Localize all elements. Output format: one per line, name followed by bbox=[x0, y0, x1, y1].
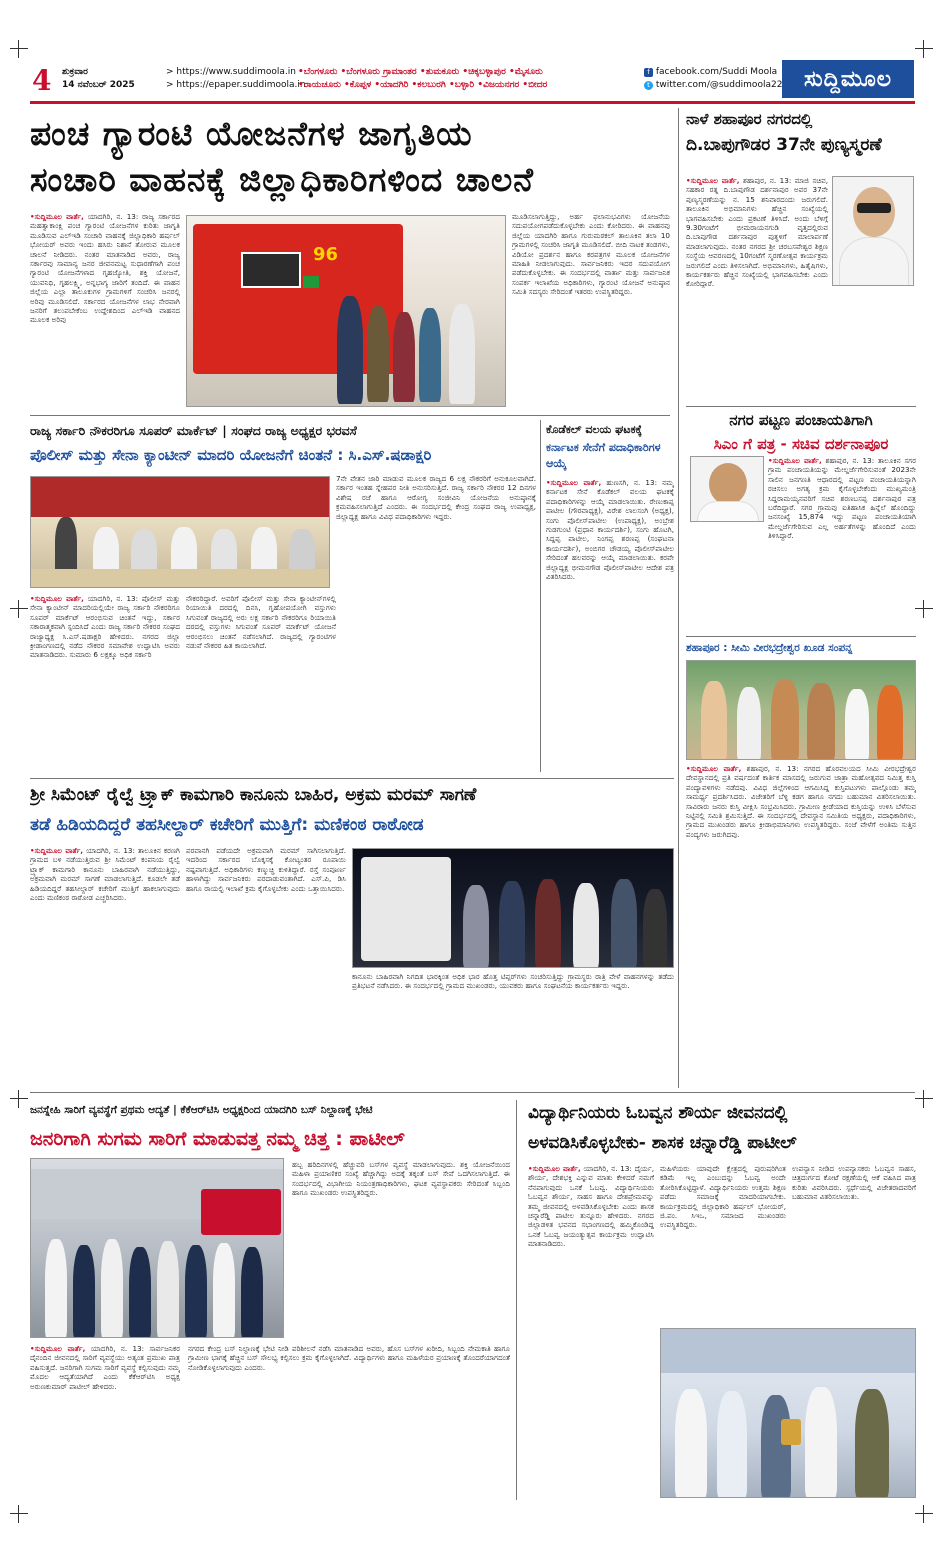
portrait-glasses bbox=[857, 203, 891, 213]
stage-table bbox=[31, 569, 330, 588]
crop-mark bbox=[10, 1090, 28, 1108]
facebook-icon: f bbox=[644, 68, 653, 77]
header-rule bbox=[30, 101, 915, 104]
person-figure bbox=[499, 881, 525, 968]
person-figure bbox=[337, 296, 363, 404]
story5-headline-1: ವಿದ್ಯಾರ್ಥಿನಿಯರು ಓಬವ್ವನ ಶೌರ್ಯ ಜೀವನದಲ್ಲಿ bbox=[528, 1103, 788, 1123]
person-figure bbox=[393, 312, 415, 402]
story4-text-1: ಯಾದಗಿರಿ, ನ. 13: ಸಾರ್ವಜನಿಕರ ದೈನಂದಿನ ಜೀವನದಲ್ಲಿ ಸಾರಿಗೆ ವ್ಯವಸ್ಥೆಯು ಅತ್ಯಂತ ಪ್ರಮುಖ ಪಾತ್ರ ವಹಿಸುತ್ತದೆ. ಜನರಿಗಾಗಿ ಸುಗಮ ಸಾರಿಗೆ ವ್ಯವಸ್ಥೆ ಕಲ್ಪಿಸುವುದು ನಮ್ಮ ಮೊದಲ ಆದ್ಯತೆಯಾಗಿದೆ ಎಂದು ಕೆಕೆಆರ್‌ಟಿಸಿ ಅಧ್ಯಕ್ಷ ಅರುಣಕುಮಾರ್ ಪಾಟೀಲ್ ಹೇಳಿದರು. bbox=[30, 1344, 180, 1391]
section-divider bbox=[686, 636, 916, 637]
person-figure bbox=[761, 1395, 791, 1498]
sidebar1-body-a bbox=[686, 176, 828, 288]
story5-byline: •ಸುದ್ದಿಮೂಲ ವಾರ್ತೆ, bbox=[528, 1164, 581, 1173]
section-divider bbox=[30, 1092, 915, 1093]
story1-text-1: ಯಾದಗಿರಿ, ನ. 13: ರಾಜ್ಯ ಸರ್ಕಾರದ ಮಹತ್ವಾಕಾಂಕ್ಷಿ ಪಂಚ ಗ್ಯಾರಂಟಿ ಯೋಜನೆಗಳ ಕುರಿತು ಜಾಗೃತಿ ಮೂಡಿಸುವ ಎಲ್‌ಇಡಿ ಸಂಚಾರಿ ವಾಹನಕ್ಕೆ ಜಿಲ್ಲಾಧಿಕಾರಿ ಹರ್ಷಲ್ ಭೋಯರ್ ಅವರು ಇಂದು ಹಸಿರು ನಿಶಾನೆ ತೋರುವ ಮೂಲಕ ಚಾಲನೆ ನೀಡಿದರು. ನಂತರ ಮಾತನಾಡಿದ ಅವರು, ರಾಜ್ಯ ಸರ್ಕಾರವು ಸಾಮಾನ್ಯ ಜನರ ಜೀವನಮಟ್ಟ ಸುಧಾರಣೆಗಾಗಿ ಪಂಚ ಗ್ಯಾರಂಟಿ ಯೋಜನೆಗಳಾದ ಗೃಹಜ್ಯೋತಿ, ಶಕ್ತಿ ಯೋಜನೆ, ಯುವನಿಧಿ, ಗೃಹಲಕ್ಷ್ಮಿ, ಅನ್ನಭಾಗ್ಯ ಜಾರಿಗೆ ತಂದಿದೆ. ಈ ವಾಹನ ಜಿಲ್ಲೆಯ ಎಲ್ಲಾ ತಾಲೂಕುಗಳ ಗ್ರಾಮಗಳಿಗೆ ಸಂಚರಿಸಿ ಜನರಲ್ಲಿ ಅರಿವು ಮೂಡಿಸಲಿದೆ. ಸರ್ಕಾರದ ಯೋಜನೆಗಳ ಲಾಭ ನೇರವಾಗಿ ಜನರಿಗೆ ತಲುಪಬೇಕೆಂಬ ಉದ್ದೇಶದಿಂದ ಎಲ್‌ಇಡಿ ವಾಹನದ ಮೂಲಕ ಅರಿವು bbox=[30, 212, 180, 325]
story2-headline: ಪೊಲೀಸ್ ಮತ್ತು ಸೇನಾ ಕ್ಯಾಂಟೀನ್ ಮಾದರಿ ಯೋಜನೆಗೆ ಚಿಂತನೆ : ಸಿ.ಎಸ್.ಷಡಾಕ್ಷರಿ bbox=[30, 446, 432, 464]
van-graphic: 96 bbox=[313, 244, 339, 265]
person-figure bbox=[855, 1389, 889, 1498]
person-figure bbox=[463, 885, 489, 968]
story5-headline-2: ಅಳವಡಿಸಿಕೊಳ್ಳಬೇಕು- ಶಾಸಕ ಚನ್ನಾರೆಡ್ಡಿ ಪಾಟೀಲ್ bbox=[528, 1133, 797, 1153]
story4-photo bbox=[30, 1158, 284, 1338]
portrait-shirt bbox=[839, 237, 909, 286]
column-divider bbox=[540, 420, 541, 772]
story5-col-1 bbox=[528, 1164, 654, 1500]
sidebar4-headline: ಶಹಾಪೂರ : ಸೀಮಿ ವೀರಭದ್ರೇಶ್ವರ ಖೂಡ ಸಂಪನ್ನ bbox=[686, 642, 853, 654]
issue-date: 14 ನವೆಂಬರ್ 2025 bbox=[62, 80, 135, 90]
bapugouda-portrait bbox=[832, 176, 914, 286]
story2-col-1 bbox=[30, 594, 180, 770]
section-divider bbox=[686, 406, 916, 407]
sidebar4-text: ಶಹಾಪುರ, ನ. 13: ನಗರದ ಹೊರವಲಯದ ಸೀಮಿ ವೀರಭದ್ರೇಶ್ವರ ದೇವಸ್ಥಾನದಲ್ಲಿ ಪ್ರತಿ ವರ್ಷದಂತೆ ಕಾರ್ತಿಕ ಮಾಸದಲ್ಲಿ ಜರುಗುವ ಜಾತ್ರಾ ಮಹೋತ್ಸವದ ನಿಮಿತ್ತ ಕುಸ್ತಿ ಪಂದ್ಯಾವಳಿಗಳು ನಡೆದವು. ವಿವಿಧ ಜಿಲ್ಲೆಗಳಿಂದ ಆಗಮಿಸಿದ್ದ ಕುಸ್ತಿಪಟುಗಳು ಪಾಲ್ಗೊಂಡು ತಮ್ಮ ಸಾಮರ್ಥ್ಯ ಪ್ರದರ್ಶಿಸಿದರು. ವಿಜೇತರಿಗೆ ಬೆಳ್ಳಿ ಕಡಗ ಹಾಗೂ ನಗದು ಬಹುಮಾನ ವಿತರಿಸಲಾಯಿತು. ಸಾವಿರಾರು ಜನರು ಕುಸ್ತಿ ವೀಕ್ಷಿಸಿ ಸಂಭ್ರಮಿಸಿದರು. ಗ್ರಾಮೀಣ ಕ್ರೀಡೆಯಾದ ಕುಸ್ತಿಯನ್ನು ಉಳಿಸಿ ಬೆಳೆಸುವ ನಿಟ್ಟಿನಲ್ಲಿ ಸಮಿತಿ ಶ್ರಮಿಸುತ್ತಿದೆ. ಈ ಸಂದರ್ಭದಲ್ಲಿ ದೇವಸ್ಥಾನ ಸಮಿತಿಯ ಅಧ್ಯಕ್ಷರು, ಪದಾಧಿಕಾರಿಗಳು, ಗ್ರಾಮದ ಮುಖಂಡರು ಹಾಗೂ ಕ್ರೀಡಾಭಿಮಾನಿಗಳು ಉಪಸ್ಥಿತರಿದ್ದರು. ಸಂಜೆ ವೇಳೆಗೆ ಅಂತಿಮ ಸುತ್ತಿನ ಪಂದ್ಯಗಳು ಜರುಗಿದವು. bbox=[686, 764, 916, 839]
van-screen bbox=[241, 252, 301, 288]
person-figure bbox=[45, 1239, 67, 1338]
portrait-face bbox=[709, 463, 747, 505]
story4-col-2: ನಗರದ ಕೇಂದ್ರ ಬಸ್ ನಿಲ್ದಾಣಕ್ಕೆ ಭೇಟಿ ನೀಡಿ ಪರಿಶೀಲನೆ ನಡೆಸಿ ಮಾತನಾಡಿದ ಅವರು, ಹೊಸ ಬಸ್‌ಗಳ ಖರೀದಿ, ಸಿಬ್ಬಂದಿ ನೇಮಕಾತಿ ಹಾಗೂ ಗ್ರಾಮೀಣ ಭಾಗಕ್ಕೆ ಹೆಚ್ಚಿನ ಬಸ್ ಸೌಲಭ್ಯ ಕಲ್ಪಿಸಲು ಕ್ರಮ ಕೈಗೊಳ್ಳಲಾಗಿದೆ. ವಿದ್ಯಾರ್ಥಿಗಳು ಹಾಗೂ ಮಹಿಳೆಯರ ಪ್ರಯಾಣಕ್ಕೆ ತೊಂದರೆಯಾಗದಂತೆ ನೋಡಿಕೊಳ್ಳಲಾಗುವುದು ಎಂದರು. bbox=[188, 1344, 510, 1372]
person-figure bbox=[675, 1389, 707, 1498]
green-flag bbox=[303, 276, 319, 288]
person-figure bbox=[185, 1245, 207, 1338]
person-figure bbox=[845, 689, 869, 760]
facebook-link[interactable] bbox=[644, 66, 777, 78]
wrestling-photo bbox=[686, 660, 916, 760]
facebook-text: facebook.com/Suddi Moola bbox=[655, 67, 778, 77]
story2-photo bbox=[30, 476, 330, 588]
sidebar1-headline-2: ದಿ.ಬಾಪುಗೌಡರ 37ನೇ ಪುಣ್ಯಸ್ಮರಣೆ bbox=[686, 135, 882, 155]
sidebar4-body bbox=[686, 764, 916, 1086]
bus-vehicle bbox=[201, 1189, 281, 1235]
website-link[interactable]: > https://www.suddimoola.in bbox=[166, 67, 296, 77]
person-figure bbox=[73, 1245, 95, 1338]
story4-col-1 bbox=[30, 1344, 180, 1500]
person-figure bbox=[701, 681, 727, 760]
hall-backdrop bbox=[661, 1329, 916, 1373]
story3-col-3: ಕಾನೂನು ಬಾಹಿರವಾಗಿ ನಿಗದಿತ ಭಾರಕ್ಕಿಂತ ಅಧಿಕ ಭಾರ ಹೊತ್ತ ಟಿಪ್ಪರ್‌ಗಳು ಸಂಚರಿಸುತ್ತಿದ್ದು ಗ್ರಾಮಸ್ಥರು ರಾತ್ರಿ ವೇಳೆ ವಾಹನಗಳನ್ನು ತಡೆದು ಪ್ರತಿಭಟನೆ ನಡೆಸಿದರು. ಈ ಸಂದರ್ಭದಲ್ಲಿ ಗ್ರಾಮದ ಮುಖಂಡರು, ಯುವಕರು ಹಾಗೂ ಸಂಘಟನೆಯ ಕಾರ್ಯಕರ್ತರು ಇದ್ದರು. bbox=[352, 972, 674, 991]
crop-mark bbox=[915, 1505, 933, 1523]
person-figure bbox=[611, 879, 637, 968]
crop-mark bbox=[915, 1090, 933, 1108]
story3-headline-2: ತಡೆ ಹಿಡಿಯದಿದ್ದರೆ ತಹಸೀಲ್ದಾರ್ ಕಚೇರಿಗೆ ಮುತ್ತಿಗೆ: ಮಣಿಕಂಠ ರಾಠೋಡ bbox=[30, 815, 424, 835]
story1-photo bbox=[186, 215, 506, 407]
portrait-shirt bbox=[697, 501, 759, 522]
person-figure bbox=[737, 687, 761, 760]
sidebar1-text: ಶಹಾಪುರ, ನ. 13: ಮಾಜಿ ಸಚಿವ, ಸಹಕಾರ ರತ್ನ ದಿ.ಬಾಪುಗೌಡ ದರ್ಶನಾಪುರ ಅವರ 37ನೇ ಪುಣ್ಯಸ್ಮರಣೆಯನ್ನು ನ. 15 ಶನಿವಾರದಂದು ಜರುಗಲಿದೆ. ತಾಲೂಕಿನ ಅಭಿಮಾನಿಗಳು ಹೆಚ್ಚಿನ ಸಂಖ್ಯೆಯಲ್ಲಿ ಭಾಗವಹಿಸಬೇಕು ಎಂದು ಪ್ರಕಟಣೆ ತಿಳಿಸಿದೆ. ಅಂದು ಬೆಳಿಗ್ಗೆ 9.30ಗಂಟೆಗೆ ಭೀಮರಾಯನಗುಡಿ ವೃತ್ತದಲ್ಲಿರುವ ದಿ.ಬಾಪುಗೌಡ ದರ್ಶನಾಪುರ ಪುತ್ಥಳಿಗೆ ಮಾಲಾರ್ಪಣೆ ಮಾಡಲಾಗುವುದು. ನಂತರ ನಗರದ ಶ್ರೀ ಚರಬಸವೇಶ್ವರ ಶಿಕ್ಷಣ ಸಂಸ್ಥೆಯ ಆವರಣದಲ್ಲಿ 10ಗಂಟೆಗೆ ಸ್ಮರಣೋತ್ಸವ ಕಾರ್ಯಕ್ರಮ ಜರುಗಲಿದೆ ಎಂದು ತಿಳಿಸಲಾಗಿದೆ. ಅಭಿಮಾನಿಗಳು, ಹಿತೈಷಿಗಳು, ಕಾರ್ಯಕರ್ತರು ಹೆಚ್ಚಿನ ಸಂಖ್ಯೆಯಲ್ಲಿ ಭಾಗವಹಿಸಬೇಕು ಎಂದು ಕೋರಿದ್ದಾರೆ. bbox=[686, 176, 828, 288]
person-figure bbox=[643, 889, 667, 968]
story4-headline: ಜನರಿಗಾಗಿ ಸುಗಮ ಸಾರಿಗೆ ಮಾಡುವತ್ತ ನಮ್ಮ ಚಿತ್ತ : ಪಾಟೀಲ್ bbox=[30, 1128, 405, 1150]
person-figure bbox=[771, 679, 799, 760]
person-figure bbox=[213, 1243, 235, 1338]
person-figure bbox=[573, 883, 599, 968]
issue-day: ಶುಕ್ರವಾರ bbox=[62, 67, 88, 77]
page-number: 4 bbox=[32, 64, 52, 97]
sidebar1-headline-1: ನಾಳೆ ಶಹಾಪೂರ ನಗರದಲ್ಲಿ bbox=[686, 110, 813, 128]
sidebar4-byline: •ಸುದ್ದಿಮೂಲ ವಾರ್ತೆ, bbox=[686, 764, 742, 773]
sidebar2-text: ಹುಣಸಗಿ, ನ. 13: ನಮ್ಮ ಕರ್ನಾಟಕ ಸೇನೆ ಕೊಡೆಕಲ್ ವಲಯ ಘಟಕಕ್ಕೆ ಪದಾಧಿಕಾರಿಗಳನ್ನು ಆಯ್ಕೆ ಮಾಡಲಾಯಿತು. ರೇಣುಕಾಪ್ಪ ಪಾಟೀಲ (ಗೌರವಾಧ್ಯಕ್ಷ), ವಿರೇಶ ಲಾಲಸಂಗಿ (ಅಧ್ಯಕ್ಷ), ಸಂಗು ಪೊಲೀಸ್‌ಪಾಟೀಲ (ಉಪಾಧ್ಯಕ್ಷ), ಅಂಬ್ರೇಶ ಗುಡಗುಂಟಿ (ಪ್ರಧಾನ ಕಾರ್ಯದರ್ಶಿ), ಸಂಗು ಹೊಟಗಿ, ಸಿದ್ದಪ್ಪ ಪಾಟೀಲ, ನಿಂಗಪ್ಪ ಶರಣಪ್ಪ (ಸಂಘಟನಾ ಕಾರ್ಯದರ್ಶಿ), ಅಂಬಿಗರ ಚೌಡಯ್ಯ ಪೊಲೀಸ್‌ಪಾಟೀಲ ಸೇರಿದಂತೆ ಹಲವರನ್ನು ಆಯ್ಕೆ ಮಾಡಲಾಯಿತು. ಕರವೇ ಜಿಲ್ಲಾಧ್ಯಕ್ಷ ಭೀಮನಗೌಡ ಪೊಲೀಸ್‌ಪಾಟೀಲ ಆದೇಶ ಪತ್ರ ವಿತರಿಸಿದರು. bbox=[546, 478, 674, 582]
sidebar2-byline: •ಸುದ್ದಿಮೂಲ ವಾರ್ತೆ, bbox=[546, 478, 602, 487]
story5-text-1: ಯಾದಗಿರಿ, ನ. 13: ದೈರ್ಯ, ಶೌರ್ಯ, ದೇಶಭಕ್ತಿ ಎನ್ನುವ ಮಾತು ಕೇಳಿದರೆ ನಮಗೆ ನೆನಪಾಗುವುದು ಒನಕೆ ಓಬವ್ವ. ವಿದ್ಯಾರ್ಥಿನಿಯರು ಓಬವ್ವನ ಶೌರ್ಯ, ಸಾಹಸ ಹಾಗೂ ದೇಶಪ್ರೇಮವನ್ನು ತಮ್ಮ ಜೀವನದಲ್ಲಿ ಅಳವಡಿಸಿಕೊಳ್ಳಬೇಕು ಎಂದು ಶಾಸಕ ಚನ್ನಾರೆಡ್ಡಿ ಪಾಟೀಲ ತುನ್ನೂರು ಹೇಳಿದರು. ನಗರದ ಜಿಲ್ಲಾಡಳಿತ ಭವನದ ಸಭಾಂಗಣದಲ್ಲಿ ಹಮ್ಮಿಕೊಂಡಿದ್ದ ಒನಕೆ ಓಬವ್ವ ಜಯಂತ್ಯುತ್ಸವ ಕಾರ್ಯಕ್ರಮ ಉದ್ಘಾಟಿಸಿ ಮಾತನಾಡಿದರು. bbox=[528, 1164, 654, 1249]
epaper-link[interactable]: > https://epaper.suddimoola.in bbox=[166, 80, 306, 90]
person-figure bbox=[805, 1387, 837, 1498]
crop-mark bbox=[915, 40, 933, 58]
story2-col-3: 7ನೇ ವೇತನ ಜಾರಿ ಮಾಡುವ ಮೂಲಕ ರಾಜ್ಯದ 6 ಲಕ್ಷ ನೌಕರರಿಗೆ ಅನುಕೂಲವಾಗಿದೆ. ಸರ್ಕಾರ ಇಂತಹ ಸ್ನೇಹಪರ ನೀತಿ ಅನುಸರಿಸುತ್ತಿದೆ. ರಾಜ್ಯ ಸರ್ಕಾರಿ ನೌಕರರ 12 ದಿನಗಳ ವಿಶೇಷ ರಜೆ ಹಾಗೂ ಆರೋಗ್ಯ ಸಂಜೀವಿನಿ ಯೋಜನೆಯ ಅನುಷ್ಠಾನಕ್ಕೆ ಕ್ರಮವಹಿಸಲಾಗುತ್ತಿದೆ ಎಂದರು. ಈ ಸಂದರ್ಭದಲ್ಲಿ ಕೇಂದ್ರ ಸಂಘದ ರಾಜ್ಯ ಉಪಾಧ್ಯಕ್ಷ, ಜಿಲ್ಲಾಧ್ಯಕ್ಷ ಹಾಗೂ ವಿವಿಧ ಪದಾಧಿಕಾರಿಗಳು ಇದ್ದರು. bbox=[336, 474, 536, 521]
person-figure bbox=[449, 304, 475, 404]
story2-text-1: ಯಾದಗಿರಿ, ನ. 13: ಪೊಲೀಸ್ ಮತ್ತು ಸೇನಾ ಕ್ಯಾಂಟೀನ್ ಮಾದರಿಯಲ್ಲಿಯೇ ರಾಜ್ಯ ಸರ್ಕಾರಿ ನೌಕರರಿಗೂ ಸೂಪರ್ ಮಾರ್ಕೆಟ್ ಆರಂಭಿಸುವ ಚಿಂತನೆ ಇದ್ದು, ಸರ್ಕಾರ ಸಕಾರಾತ್ಮಕವಾಗಿ ಸ್ಪಂದಿಸಿದೆ ಎಂದು ರಾಜ್ಯ ಸರ್ಕಾರಿ ನೌಕರರ ಸಂಘದ ರಾಜ್ಯಾಧ್ಯಕ್ಷ ಸಿ.ಎಸ್.ಷಡಾಕ್ಷರಿ ಹೇಳಿದರು. ನಗರದ ಜಿಲ್ಲಾ ಕ್ರೀಡಾಂಗಣದಲ್ಲಿ ನಡೆದ ನೌಕರರ ಸಮಾವೇಶ ಉದ್ಘಾಟಿಸಿ ಅವರು ಮಾತನಾಡಿದರು. ಸುಮಾರು 6 ಲಕ್ಷಕ್ಕೂ ಅಧಿಕ ಸರ್ಕಾರಿ bbox=[30, 594, 180, 660]
sidebar2-body bbox=[546, 478, 674, 770]
story2-col-2: ನೌಕರರಿದ್ದಾರೆ. ಅವರಿಗೆ ಪೊಲೀಸ್ ಮತ್ತು ಸೇನಾ ಕ್ಯಾಂಟೀನ್‌ಗಳಲ್ಲಿ ರಿಯಾಯಿತಿ ದರದಲ್ಲಿ ದಿನಸಿ, ಗೃಹೋಪಯೋಗಿ ವಸ್ತುಗಳು ಸಿಗುವಂತೆ ರಾಜ್ಯದಲ್ಲಿ ಅರು ಲಕ್ಷ ಸರ್ಕಾರಿ ನೌಕರರಿಗೂ ರಿಯಾಯಿತಿ ದರದಲ್ಲಿ ವಸ್ತುಗಳು ಸಿಗುವಂತೆ ಸೂಪರ್ ಮಾರ್ಕೆಟ್ ಯೋಜನೆ ಆರಂಭಿಸಲು ಚಿಂತನೆ ನಡೆಸಲಾಗಿದೆ. ರಾಜ್ಯದಲ್ಲಿ ಗ್ಯಾರಂಟಿಗಳ ನಡುವೆ ನೌಕರರ ಹಿತ ಕಾಯಲಾಗಿದೆ. bbox=[186, 594, 336, 651]
story5-col-2: ಮಹಿಳೆಯರು ಯಾವುದೇ ಕ್ಷೇತ್ರದಲ್ಲಿ ಪುರುಷರಿಗಿಂತ ಕಡಿಮೆ ಇಲ್ಲ ಎಂಬುದನ್ನು ಓಬವ್ವ ಅಂದೇ ತೋರಿಸಿಕೊಟ್ಟಿದ್ದಾಳೆ. ವಿದ್ಯಾರ್ಥಿನಿಯರು ಉತ್ತಮ ಶಿಕ್ಷಣ ಪಡೆದು ಸಮಾಜಕ್ಕೆ ಮಾದರಿಯಾಗಬೇಕು. ಕಾರ್ಯಕ್ರಮದಲ್ಲಿ ಜಿಲ್ಲಾಧಿಕಾರಿ ಹರ್ಷಲ್ ಭೋಯರ್, ಜಿ.ಪಂ. ಸಿಇಒ, ಸಮಾಜದ ಮುಖಂಡರು ಉಪಸ್ಥಿತರಿದ್ದರು. bbox=[660, 1164, 786, 1230]
story3-col-1 bbox=[30, 846, 180, 1078]
story3-col-2: ಪರವಾನಗಿ ಪಡೆಯದೇ ಅಕ್ರಮವಾಗಿ ಮರಮ್ ಸಾಗಿಸಲಾಗುತ್ತಿದೆ. ಇದರಿಂದ ಸರ್ಕಾರದ ಬೊಕ್ಕಸಕ್ಕೆ ಕೋಟ್ಯಂತರ ರೂಪಾಯಿ ನಷ್ಟವಾಗುತ್ತಿದೆ. ಅಧಿಕಾರಿಗಳು ಕಣ್ಮುಚ್ಚಿ ಕುಳಿತಿದ್ದಾರೆ. ರಸ್ತೆ ಸಂಪೂರ್ಣ ಹಾಳಾಗಿದ್ದು ಸಾರ್ವಜನಿಕರು ಪರದಾಡುವಂತಾಗಿದೆ. ಎಸ್.ಪಿ, ಡಿಸಿ ಹಾಗೂ ರಾಯಲ್ಟಿ ಇಲಾಖೆ ಕ್ರಮ ಕೈಗೊಳ್ಳಬೇಕು ಎಂದು ಒತ್ತಾಯಿಸಿದರು. bbox=[186, 846, 346, 893]
story3-text-1: ಯಾದಗಿರಿ, ನ. 13: ತಾಲೂಕಿನ ಕರಣಗಿ ಗ್ರಾಮದ ಬಳಿ ನಡೆಯುತ್ತಿರುವ ಶ್ರೀ ಸಿಮೆಂಟ್ ಕಂಪನಿಯ ರೈಲ್ವೆ ಟ್ರ್ಯಾಕ್ ಕಾಮಗಾರಿ ಕಾನೂನು ಬಾಹಿರವಾಗಿ ನಡೆಯುತ್ತಿದ್ದು, ಅಕ್ರಮವಾಗಿ ಮರಮ್ ಸಾಗಣೆ ಮಾಡಲಾಗುತ್ತಿದೆ. ಕೂಡಲೇ ತಡೆ ಹಿಡಿಯದಿದ್ದರೆ ತಹಸೀಲ್ದಾರ್ ಕಚೇರಿಗೆ ಮುತ್ತಿಗೆ ಹಾಕಲಾಗುವುದು ಎಂದು ಮಣಿಕಂಠ ರಾಠೋಡ ಎಚ್ಚರಿಸಿದರು. bbox=[30, 846, 180, 903]
crop-mark bbox=[10, 600, 28, 618]
cities-line-2: •ರಾಯಚೂರು •ಕೊಪ್ಪಳ •ಯಾದಗಿರಿ •ಕಲಬುರಗಿ •ಬಳ್ಳಾರಿ •ವಿಜಯನಗರ •ಬೀದರ bbox=[298, 80, 548, 90]
story4-kicker: ಜನಸ್ನೇಹಿ ಸಾರಿಗೆ ವ್ಯವಸ್ಥೆಗೆ ಪ್ರಥಮ ಆದ್ಯತೆ | ಕೆಕೆಆರ್‌ಟಿಸಿ ಅಧ್ಯಕ್ಷರಿಂದ ಯಾದಗಿರಿ ಬಸ್ ನಿಲ್ದಾಣಕ್ಕೆ ಭೇಟಿ bbox=[30, 1104, 373, 1116]
crop-mark bbox=[10, 1505, 28, 1523]
column-divider bbox=[678, 108, 679, 1088]
sidebar3-headline: ನಗರ ಪಟ್ಟಣ ಪಂಚಾಯತಿಗಾಗಿ bbox=[729, 411, 873, 429]
story2-kicker: ರಾಜ್ಯ ಸರ್ಕಾರಿ ನೌಕರರಿಗೂ ಸೂಪರ್ ಮಾರ್ಕೆಟ್ | ಸಂಘದ ರಾಜ್ಯ ಅಧ್ಯಕ್ಷರ ಭರವಸೆ bbox=[30, 423, 357, 438]
person-figure bbox=[807, 683, 835, 760]
cities-line-1: •ಬೆಂಗಳೂರು •ಬೆಂಗಳೂರು ಗ್ರಾಮಾಂತರ •ತುಮಕೂರು •ಚಿಕ್ಕಬಳ್ಳಾಪುರ •ಮೈಸೂರು bbox=[298, 67, 543, 77]
person-figure bbox=[877, 685, 903, 760]
section-divider bbox=[30, 415, 670, 416]
sidebar3-text: ಶಹಾಪುರ, ನ. 13: ತಾಲೂಕಿನ ಸಗರ ಗ್ರಾಮ ಪಂಚಾಯತಿಯನ್ನು ಮೇಲ್ದರ್ಜೆಗೇರಿಸುವಂತೆ 2023ನೇ ಸಾಲಿನ ಜನಗಣತಿ ಆಧಾರದಲ್ಲಿ ಪಟ್ಟಣ ಪಂಚಾಯತಿಯನ್ನಾಗಿ ರಚಿಸಲು ಅಗತ್ಯ ಕ್ರಮ ಕೈಗೊಳ್ಳಬೇಕೆಂದು ಮುಖ್ಯಮಂತ್ರಿ ಸಿದ್ದರಾಮಯ್ಯನವರಿಗೆ ಸಚಿವ ಶರಣಬಸಪ್ಪ ದರ್ಶನಾಪುರ ಪತ್ರ ಬರೆದಿದ್ದಾರೆ. ಸಗರ ಗ್ರಾಮವು ಐತಿಹಾಸಿಕ ಹಿನ್ನೆಲೆ ಹೊಂದಿದ್ದು ಜನಸಂಖ್ಯೆ 15,874 ಇದ್ದು ಪಟ್ಟಣ ಪಂಚಾಯತಿಯಾಗಿ ಮೇಲ್ದರ್ಜೆಗೇರಿಸುವ ಎಲ್ಲ ಅರ್ಹತೆಗಳನ್ನು ಹೊಂದಿದೆ ಎಂದು ತಿಳಿಸಿದ್ದಾರೆ. bbox=[768, 456, 916, 541]
masthead-logo: ಸುದ್ದಿಮೂಲ bbox=[782, 60, 914, 98]
story3-photo bbox=[352, 848, 674, 968]
story3-byline: •ಸುದ್ದಿಮೂಲ ವಾರ್ತೆ, bbox=[30, 846, 84, 855]
person-figure bbox=[419, 308, 441, 402]
twitter-link[interactable] bbox=[644, 79, 782, 91]
section-divider bbox=[30, 778, 674, 779]
twitter-text: twitter.com/@suddimoola22 bbox=[655, 80, 783, 90]
sidebar1-byline: •ಸುದ್ದಿಮೂಲ ವಾರ್ತೆ, bbox=[686, 176, 740, 185]
person-figure bbox=[129, 1247, 151, 1338]
story1-col-1 bbox=[30, 212, 180, 408]
person-figure bbox=[241, 1247, 263, 1338]
person-figure bbox=[535, 879, 561, 968]
story4-byline: •ಸುದ್ದಿಮೂಲ ವಾರ್ತೆ, bbox=[30, 1344, 86, 1353]
truck-cabin bbox=[361, 857, 451, 961]
story2-byline: •ಸುದ್ದಿಮೂಲ ವಾರ್ತೆ, bbox=[30, 594, 84, 603]
story3-headline-1: ಶ್ರೀ ಸಿಮೆಂಟ್ ರೈಲ್ವೆ ಟ್ರ್ಯಾಕ್ ಕಾಮಗಾರಿ ಕಾನೂನು ಬಾಹಿರ, ಅಕ್ರಮ ಮರಮ್ ಸಾಗಣೆ bbox=[30, 785, 477, 805]
person-figure bbox=[717, 1391, 747, 1498]
story1-headline-2: ಸಂಚಾರಿ ವಾಹನಕ್ಕೆ ಜಿಲ್ಲಾಧಿಕಾರಿಗಳಿಂದ ಚಾಲನೆ bbox=[30, 160, 534, 199]
darshanapur-portrait bbox=[690, 456, 764, 522]
sidebar2-headline: ಕರ್ನಾಟಕ ಸೇನೆಗೆ ಪದಾಧಿಕಾರಿಗಳ ಆಯ್ಕೆ bbox=[546, 441, 661, 470]
person-figure bbox=[367, 306, 389, 402]
sidebar2-kicker: ಕೊಡೆಕಲ್ ವಲಯ ಘಟಕಕ್ಕೆ bbox=[546, 423, 642, 436]
story1-byline: •ಸುದ್ದಿಮೂಲ ವಾರ್ತೆ, bbox=[30, 212, 84, 221]
person-figure bbox=[101, 1239, 123, 1338]
crop-mark bbox=[915, 600, 933, 618]
story1-col-2: ಮೂಡಿಸಲಾಗುತ್ತಿದ್ದು, ಅರ್ಹ ಫಲಾನುಭವಿಗಳು ಯೋಜನೆಯ ಸದುಪಯೋಗಪಡೆದುಕೊಳ್ಳಬೇಕು ಎಂದು ಕೋರಿದರು. ಈ ವಾಹನವು ಜಿಲ್ಲೆಯ ಯಾದಗಿರಿ ಹಾಗೂ ಗುರುಮಠಕಲ್ ತಾಲೂಕಿನ ತಲಾ 10 ಗ್ರಾಮಗಳಲ್ಲಿ ಸಂಚರಿಸಿ ಜಾಗೃತಿ ಮೂಡಿಸಲಿದೆ. ಬೀದಿ ನಾಟಕ ತಂಡಗಳು, ವಿಡಿಯೋ ಪ್ರದರ್ಶನ ಹಾಗೂ ಕರಪತ್ರಗಳ ಮೂಲಕ ಯೋಜನೆಗಳ ಮಾಹಿತಿ ನೀಡಲಾಗುವುದು. ಸಾರ್ವಜನಿಕರು ಇದರ ಸದುಪಯೋಗ ಪಡೆದುಕೊಳ್ಳಬೇಕು. ಈ ಸಂದರ್ಭದಲ್ಲಿ ವಾರ್ತಾ ಮತ್ತು ಸಾರ್ವಜನಿಕ ಸಂಪರ್ಕ ಇಲಾಖೆಯ ಅಧಿಕಾರಿಗಳು, ಗ್ಯಾರಂಟಿ ಯೋಜನೆ ಅನುಷ್ಠಾನ ಸಮಿತಿ ಸದಸ್ಯರು ಸೇರಿದಂತೆ ಇತರರು ಉಪಸ್ಥಿತರಿದ್ದರು. bbox=[512, 212, 670, 297]
sidebar3-byline: •ಸುದ್ದಿಮೂಲ ವಾರ್ತೆ, bbox=[768, 456, 822, 465]
story1-headline-1: ಪಂಚ ಗ್ಯಾರಂಟಿ ಯೋಜನೆಗಳ ಜಾಗೃತಿಯ bbox=[30, 114, 473, 153]
award-frame bbox=[781, 1419, 801, 1445]
stage-banner bbox=[31, 477, 330, 517]
story5-col-3: ಉಪನ್ಯಾಸ ನೀಡಿದ ಉಪನ್ಯಾಸಕರು ಓಬವ್ವನ ಸಾಹಸ, ಚಿತ್ರದುರ್ಗದ ಕೋಟೆ ರಕ್ಷಣೆಯಲ್ಲಿ ಆಕೆ ವಹಿಸಿದ ಪಾತ್ರ ಕುರಿತು ವಿವರಿಸಿದರು. ಸ್ಪರ್ಧೆಯಲ್ಲಿ ವಿಜೇತರಾದವರಿಗೆ ಬಹುಮಾನ ವಿತರಿಸಲಾಯಿತು. bbox=[792, 1164, 916, 1202]
sidebar3-body bbox=[768, 456, 916, 608]
crop-mark bbox=[10, 40, 28, 58]
twitter-icon: t bbox=[644, 81, 653, 90]
sidebar3-subhead: ಸಿಎಂ ಗೆ ಪತ್ರ - ಸಚಿವ ದರ್ಶನಾಪೂರ bbox=[713, 435, 889, 453]
column-divider bbox=[516, 1100, 517, 1500]
story4-col-3: ಹಬ್ಬ ಹರಿದಿನಗಳಲ್ಲಿ ಹೆಚ್ಚುವರಿ ಬಸ್‌ಗಳ ವ್ಯವಸ್ಥೆ ಮಾಡಲಾಗುವುದು. ಶಕ್ತಿ ಯೋಜನೆಯಿಂದ ಮಹಿಳಾ ಪ್ರಯಾಣಿಕರ ಸಂಖ್ಯೆ ಹೆಚ್ಚಾಗಿದ್ದು ಅದಕ್ಕೆ ತಕ್ಕಂತೆ ಬಸ್ ಸೇವೆ ಒದಗಿಸಲಾಗುತ್ತಿದೆ. ಈ ಸಂದರ್ಭದಲ್ಲಿ ವಿಭಾಗೀಯ ನಿಯಂತ್ರಣಾಧಿಕಾರಿಗಳು, ಘಟಕ ವ್ಯವಸ್ಥಾಪಕರು ಸೇರಿದಂತೆ ಸಿಬ್ಬಂದಿ ಹಾಗೂ ಮುಖಂಡರು ಉಪಸ್ಥಿತರಿದ್ದರು. bbox=[292, 1160, 510, 1198]
person-figure bbox=[157, 1241, 179, 1338]
story5-photo bbox=[660, 1328, 916, 1498]
